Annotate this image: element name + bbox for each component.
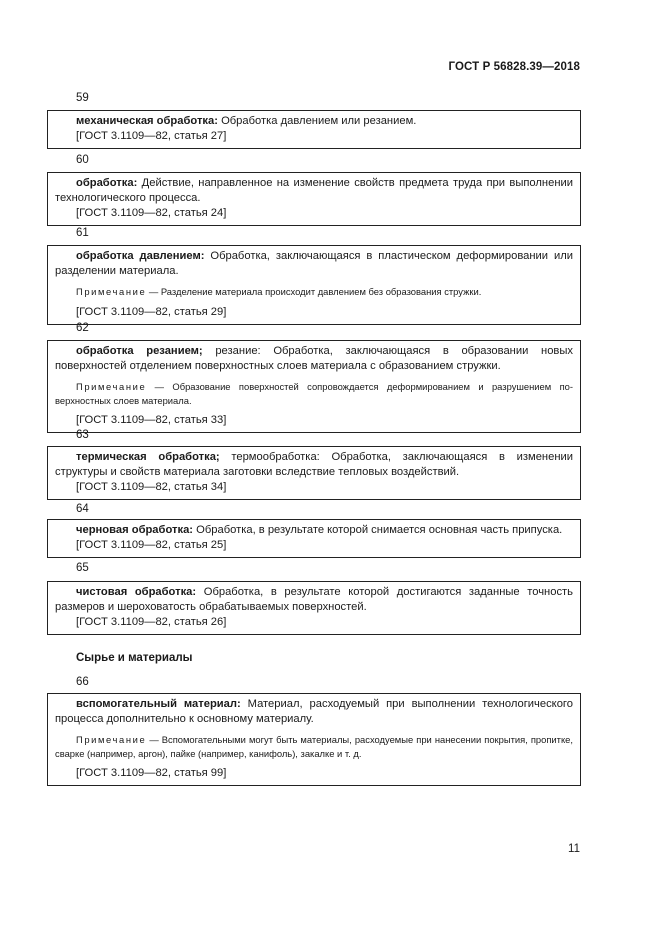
page-number: 11 [568, 843, 580, 855]
entry-number: 59 [76, 92, 89, 104]
source-reference: [ГОСТ 3.1109—82, статья 25] [76, 539, 227, 551]
source-reference: [ГОСТ 3.1109—82, статья 24] [76, 207, 227, 219]
entry-number: 60 [76, 154, 89, 166]
source-reference: [ГОСТ 3.1109—82, статья 29] [76, 305, 227, 318]
note-label: Примечание [76, 734, 147, 745]
term-entry [47, 446, 581, 500]
term-name: обработка давлением: [76, 250, 205, 262]
term-entry [47, 581, 581, 635]
entry-number: 62 [76, 322, 89, 334]
term-name: термическая обработка; [76, 451, 220, 463]
entry-number: 61 [76, 227, 89, 239]
term-name: обработка резанием; [76, 345, 203, 357]
entry-number: 66 [76, 676, 89, 688]
term-name: черновая обработка: [76, 524, 194, 536]
term-definition [55, 523, 573, 538]
term-entry [47, 245, 581, 325]
term-name: обработка: [76, 177, 138, 189]
term-name: вспомогательный материал: [76, 698, 241, 710]
definition-text: Обработка, заключающаяся в пластическом деформировании или разделении материала. [55, 250, 574, 277]
term-definition [55, 585, 573, 615]
definition-text: Материал, расходуемый при выполнении технологического процесса дополнительно к основному материалу. [55, 698, 573, 725]
term-name: механическая обработка: [76, 115, 218, 127]
term-note [55, 733, 573, 760]
entry-number: 64 [76, 503, 89, 515]
term-entry [47, 519, 581, 558]
term-entry [47, 693, 581, 786]
note-text: — Разделение материала происходит давлением без образования стружки. [146, 286, 482, 297]
source-reference: [ГОСТ 3.1109—82, статья 26] [76, 616, 227, 628]
term-entry [47, 340, 581, 433]
note-label: Примечание [76, 381, 147, 392]
term-definition [55, 249, 573, 279]
term-entry [47, 172, 581, 226]
definition-text: термообработка: Обработка, заключающаяся в изменении структуры и свойств материала заготовки вследствие тепловых воздействий. [55, 451, 573, 478]
term-entry [47, 110, 581, 149]
note-label: Примечание [76, 286, 147, 297]
definition-text: Действие, направленное на изменение свойств предмета труда при выполнении технологического процесса. [55, 177, 573, 204]
term-name: чистовая обработка: [76, 586, 197, 598]
entry-number: 63 [76, 429, 89, 441]
source-reference: [ГОСТ 3.1109—82, статья 27] [76, 130, 227, 142]
term-definition [55, 114, 573, 129]
definition-text: резание: Обработка, заключающаяся в образовании новых поверхностей отделением поверхностных слоев материала с образованием стружки. [55, 345, 574, 372]
term-definition [55, 450, 573, 480]
definition-text: Обработка, в результате которой снимается основная часть припуска. [193, 524, 563, 536]
section-title: Сырье и материалы [76, 652, 193, 664]
definition-text: Обработка давлением или резанием. [217, 115, 417, 127]
term-definition [55, 697, 573, 727]
term-definition [55, 344, 573, 374]
definition-text: Обработка, в результате которой достигаются заданные точность размеров и шероховатость обрабатываемых поверхностей. [55, 586, 574, 613]
source-reference: [ГОСТ 3.1109—82, статья 34] [76, 481, 227, 493]
term-definition [55, 176, 573, 206]
term-note [55, 380, 573, 407]
source-reference: [ГОСТ 3.1109—82, статья 33] [76, 414, 227, 426]
source-reference: [ГОСТ 3.1109—82, статья 99] [76, 767, 227, 779]
note-text: — Вспомогательными могут быть материалы, расходуемые при нанесении покрытия, пропитке, сварке (например, аргон), пайке (например, канифоль), закалке и т. д. [55, 734, 573, 759]
note-text: — Образование поверхностей сопровождается деформированием и разрушением поверхностных слоев материала. [55, 381, 573, 406]
document-header: ГОСТ Р 56828.39—2018 [448, 61, 580, 73]
entry-number: 65 [76, 562, 89, 574]
term-note [55, 285, 573, 299]
